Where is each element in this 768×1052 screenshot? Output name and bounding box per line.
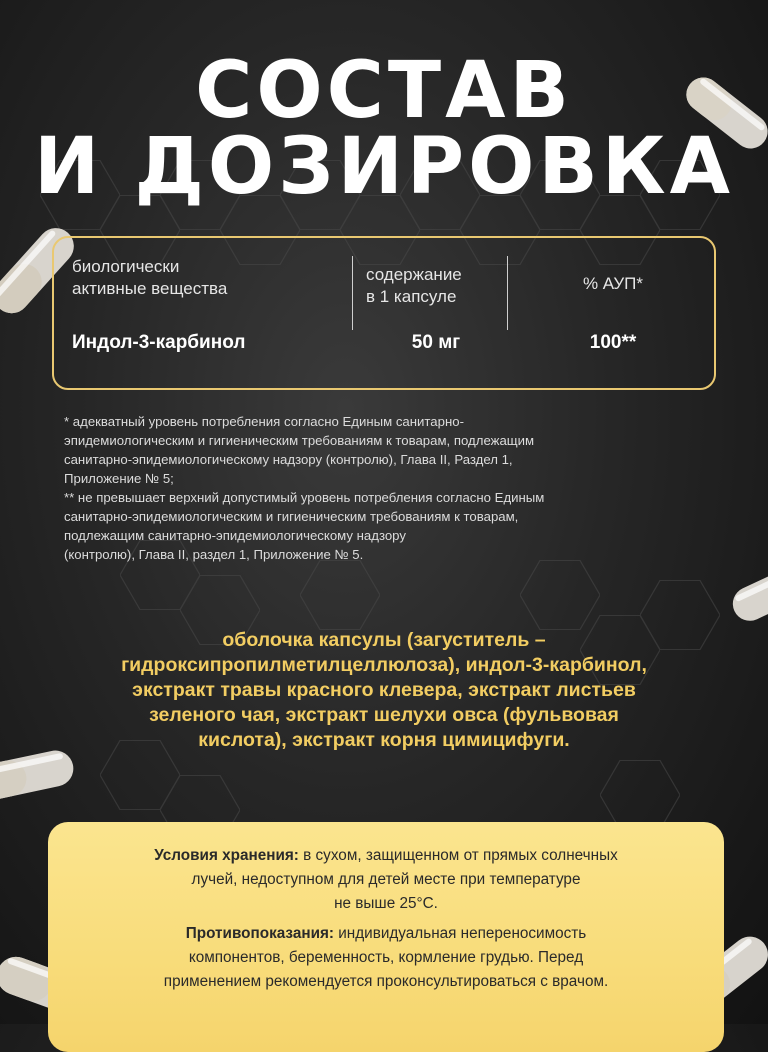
header-content-line-1: содержание (366, 265, 462, 284)
cell-content: 50 мг (411, 332, 461, 353)
storage-line-1 (68, 844, 704, 868)
contra-text: индивидуальная непереносимость (334, 925, 587, 942)
contra-line-3: применением рекомендуется проконсультироваться с врачом. (163, 973, 609, 990)
contra-line-1 (68, 922, 704, 946)
capsule-image-right-middle (728, 565, 768, 635)
storage-conditions (68, 844, 704, 916)
footnote-line: подлежащим санитарно-эпидемиологическому надзору (64, 528, 406, 543)
composition-line: зеленого чая, экстракт шелухи овса (фульвовая (149, 704, 619, 726)
page-title-line-2: И ДОЗИРОВКА (34, 122, 734, 212)
storage-label: Условия хранения: (154, 847, 299, 864)
composition-line: оболочка капсулы (загуститель – (222, 629, 546, 651)
footnote-line: ** не превышает верхний допустимый уровень потребления согласно Единым (64, 490, 545, 505)
cell-aup: 100** (589, 332, 637, 353)
cell-substance: Индол-3-карбинол (72, 332, 246, 353)
storage-line-2: лучей, недоступном для детей месте при температуре (191, 871, 581, 888)
composition-line: гидроксипропилметилцеллюлоза), индол-3-карбинол, (121, 654, 647, 676)
dosage-table (52, 236, 716, 390)
header-content (366, 264, 506, 308)
contra-label: Противопоказания: (185, 925, 334, 942)
header-substance (72, 256, 342, 300)
footnote-line: (контролю), Глава II, раздел 1, Приложение № 5. (64, 547, 364, 562)
table-divider (352, 256, 353, 330)
contraindications (68, 922, 704, 994)
footnote-line: санитарно-эпидемиологическому надзору (контролю), Глава II, Раздел 1, (64, 452, 513, 467)
footnote-line: эпидемиологическим и гигиеническим требованиям к товарам, подлежащим (64, 433, 535, 448)
contra-line-2: компонентов, беременность, кормление грудью. Перед (188, 949, 584, 966)
composition-line: кислота), экстракт корня цимицифуги. (198, 729, 570, 751)
storage-line-3: не выше 25°С. (334, 895, 438, 912)
footnotes (64, 412, 724, 564)
footnote-line: санитарно-эпидемиологическим и гигиеническим требованиям к товарам, (64, 509, 519, 524)
header-substance-line-2: активные вещества (72, 279, 228, 298)
header-content-line-2: в 1 капсуле (366, 287, 457, 306)
composition-text (40, 628, 728, 753)
composition-line: экстракт травы красного клевера, экстракт листьев (132, 679, 636, 701)
storage-text: в сухом, защищенном от прямых солнечных (298, 847, 618, 864)
info-box (48, 822, 724, 1052)
footnote-line: * адекватный уровень потребления согласно Единым санитарно- (64, 414, 464, 429)
page-title-line-1: СОСТАВ (195, 46, 573, 136)
header-substance-line-1: биологически (72, 257, 180, 276)
header-aup: % АУП* (582, 274, 644, 293)
footnote-line: Приложение № 5; (64, 471, 174, 486)
